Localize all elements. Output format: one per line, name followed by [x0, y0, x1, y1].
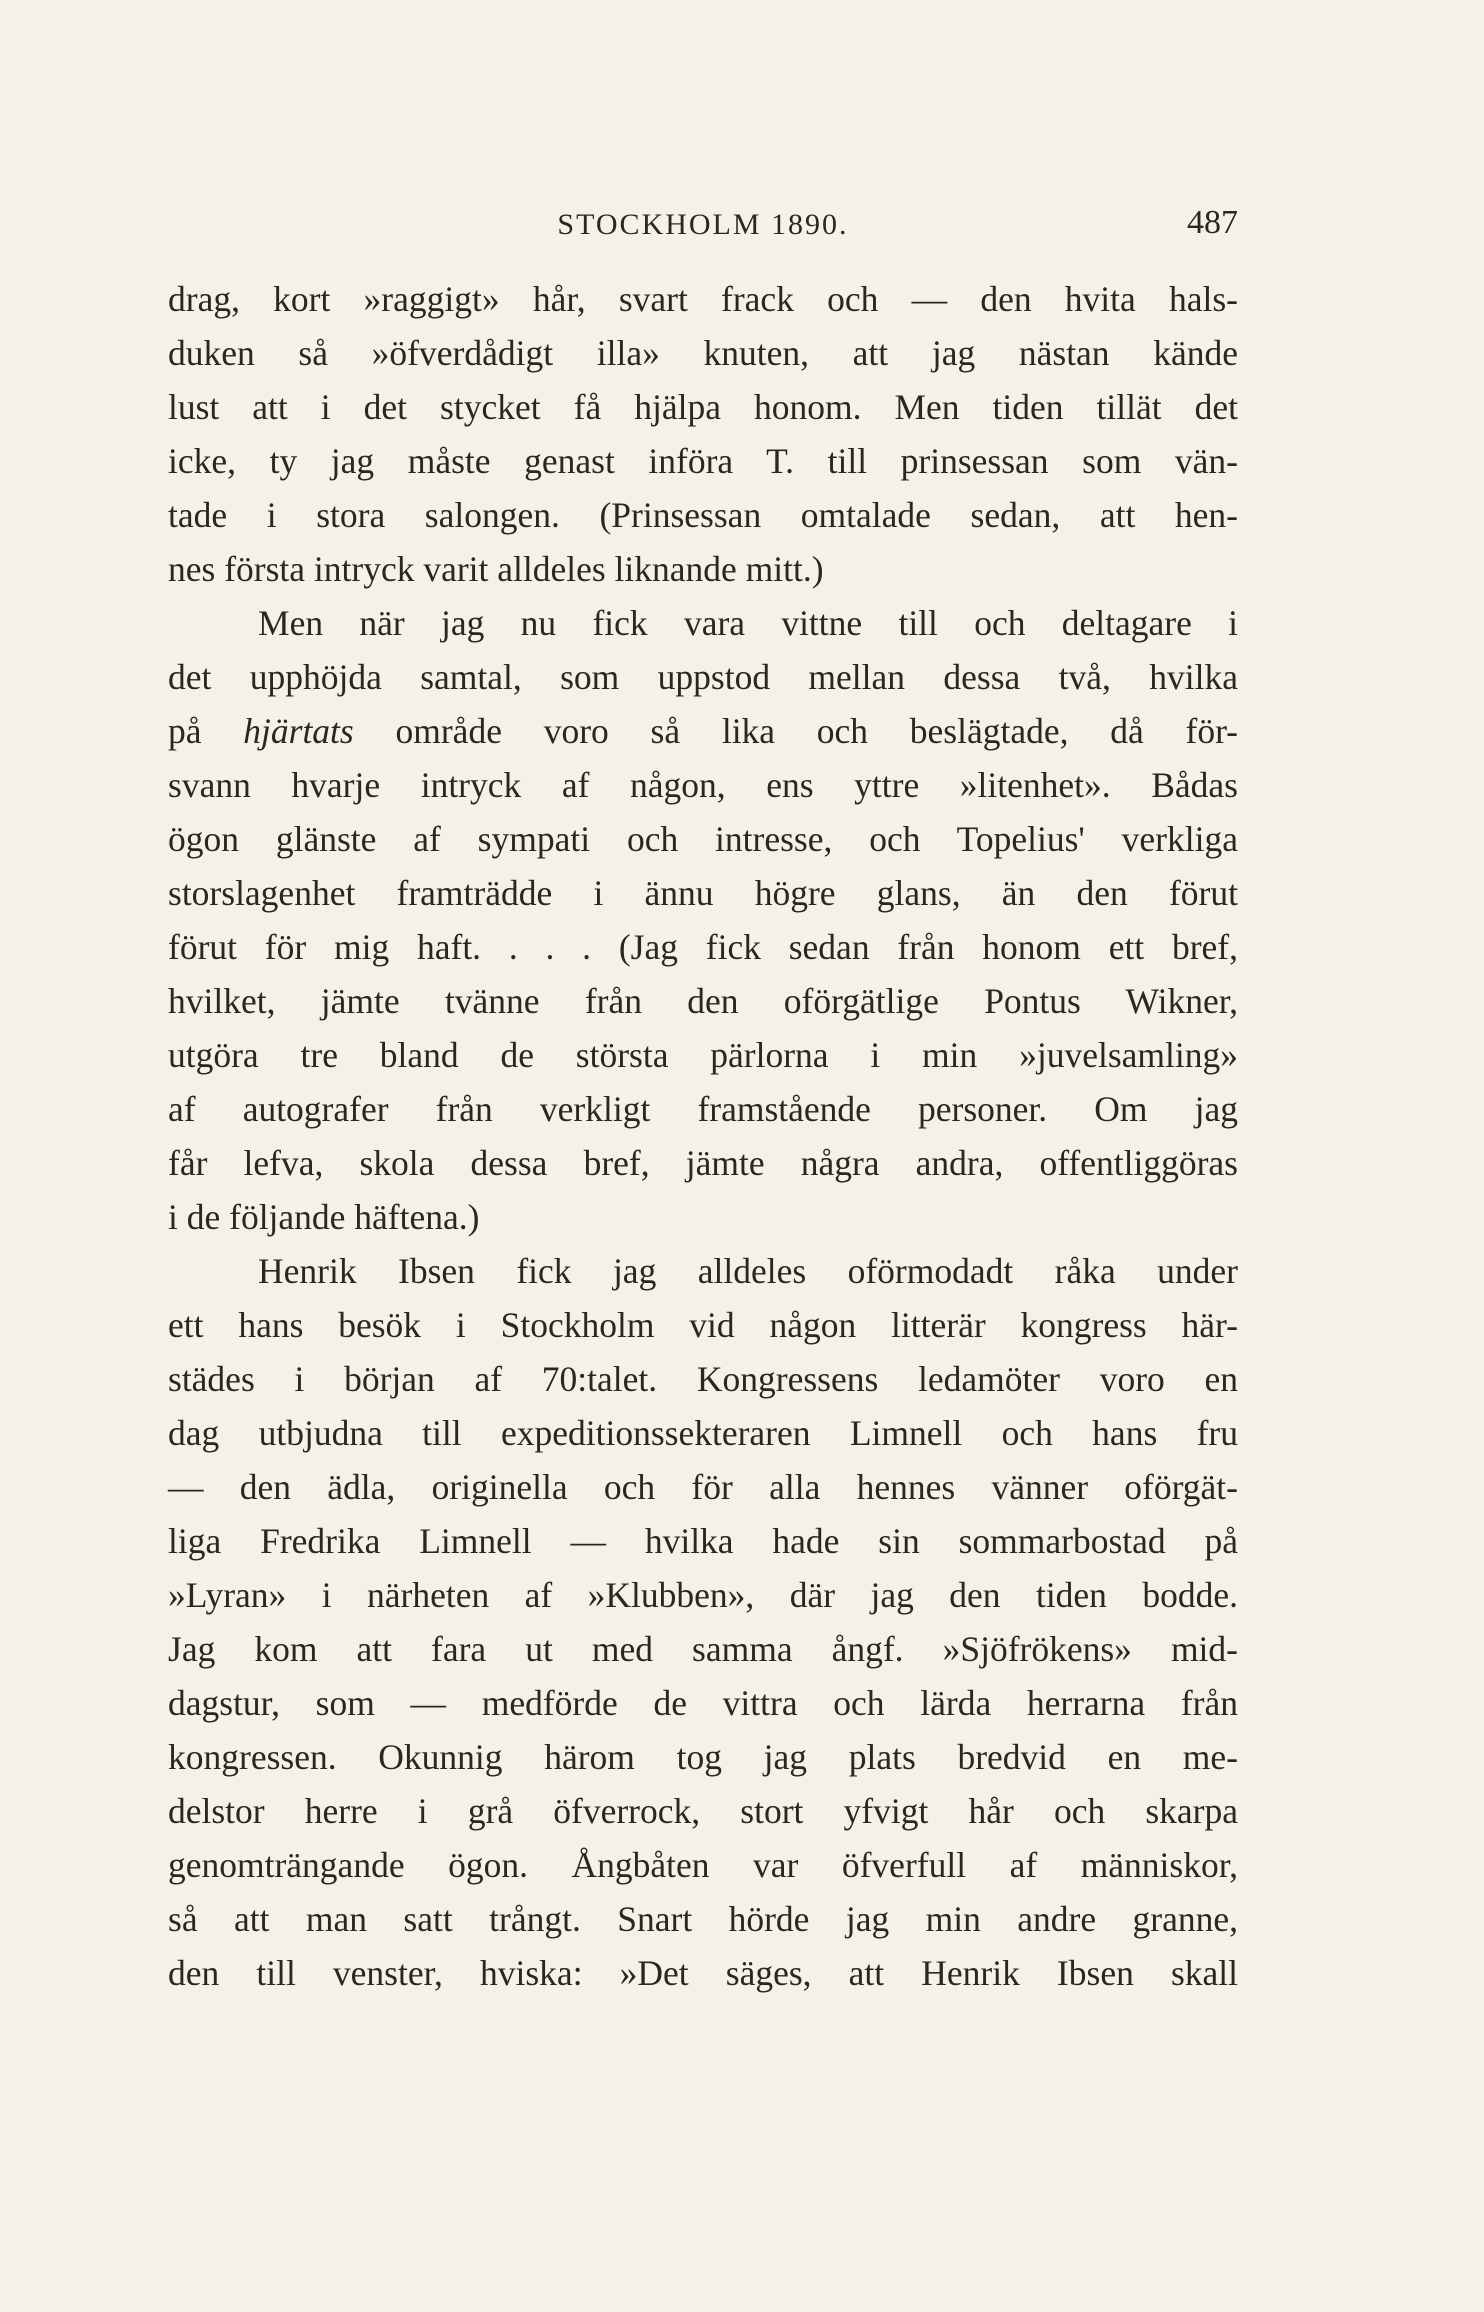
body-text — [168, 272, 1238, 2000]
text-line: Henrik Ibsen fick jag alldeles oförmodadt råka under — [258, 1251, 1238, 1291]
text-line: Men när jag nu fick vara vittne till och deltagare i — [258, 603, 1238, 643]
running-title: STOCKHOLM 1890. — [557, 208, 849, 241]
text-line: den till venster, hviska: »Det säges, att Henrik Ibsen skall — [168, 1953, 1238, 1993]
text-line: kongressen. Okunnig härom tog jag plats bredvid en me- — [168, 1737, 1238, 1777]
italic-word: hjärtats — [243, 711, 354, 751]
text-line: nes första intryck varit alldeles liknande mitt.) — [168, 549, 824, 589]
text-line: får lefva, skola dessa bref, jämte några andra, offentliggöras — [168, 1143, 1238, 1183]
text-line: delstor herre i grå öfverrock, stort yfvigt hår och skarpa — [168, 1791, 1238, 1831]
text-line: ett hans besök i Stockholm vid någon litterär kongress här- — [168, 1305, 1238, 1345]
page-number: 487 — [1187, 204, 1238, 241]
text-line: ögon glänste af sympati och intresse, och Topelius' verkliga — [168, 819, 1238, 859]
text-line: utgöra tre bland de största pärlorna i min »juvelsamling» — [168, 1035, 1238, 1075]
text-line: drag, kort »raggigt» hår, svart frack och — den hvita hals- — [168, 279, 1238, 319]
text-line: förut för mig haft. . . . (Jag fick sedan från honom ett bref, — [168, 927, 1238, 967]
text-line: så att man satt trångt. Snart hörde jag min andre granne, — [168, 1899, 1238, 1939]
text-line — [168, 704, 1238, 758]
text-line: »Lyran» i närheten af »Klubben», där jag den tiden bodde. — [168, 1575, 1238, 1615]
text-line: liga Fredrika Limnell — hvilka hade sin sommarbostad på — [168, 1521, 1238, 1561]
text-segment: på — [168, 711, 202, 751]
text-line: — den ädla, originella och för alla hennes vänner oförgät- — [168, 1467, 1238, 1507]
text-line: duken så »öfverdådigt illa» knuten, att jag nästan kände — [168, 333, 1238, 373]
text-line: genomträngande ögon. Ångbåten var öfverfull af människor, — [168, 1845, 1238, 1885]
text-line: lust att i det stycket få hjälpa honom. Men tiden tillät det — [168, 387, 1238, 427]
text-line: tade i stora salongen. (Prinsessan omtalade sedan, att hen- — [168, 495, 1238, 535]
text-line: Jag kom att fara ut med samma ångf. »Sjöfrökens» mid- — [168, 1629, 1238, 1669]
running-header — [168, 204, 1238, 248]
text-line: i de följande häftena.) — [168, 1197, 480, 1237]
text-segment: område voro så lika och beslägtade, då för- — [395, 711, 1238, 751]
text-line: dag utbjudna till expeditionssekteraren Limnell och hans fru — [168, 1413, 1238, 1453]
text-line: storslagenhet framträdde i ännu högre glans, än den förut — [168, 873, 1238, 913]
text-line: icke, ty jag måste genast införa T. till prinsessan som vän- — [168, 441, 1238, 481]
text-line: städes i början af 70:talet. Kongressens ledamöter voro en — [168, 1359, 1238, 1399]
text-line: af autografer från verkligt framstående personer. Om jag — [168, 1089, 1238, 1129]
text-line: dagstur, som — medförde de vittra och lärda herrarna från — [168, 1683, 1238, 1723]
text-line: det upphöjda samtal, som uppstod mellan dessa två, hvilka — [168, 657, 1238, 697]
text-line: hvilket, jämte tvänne från den oförgätlige Pontus Wikner, — [168, 981, 1238, 1021]
text-line: svann hvarje intryck af någon, ens yttre »litenhet». Bådas — [168, 765, 1238, 805]
